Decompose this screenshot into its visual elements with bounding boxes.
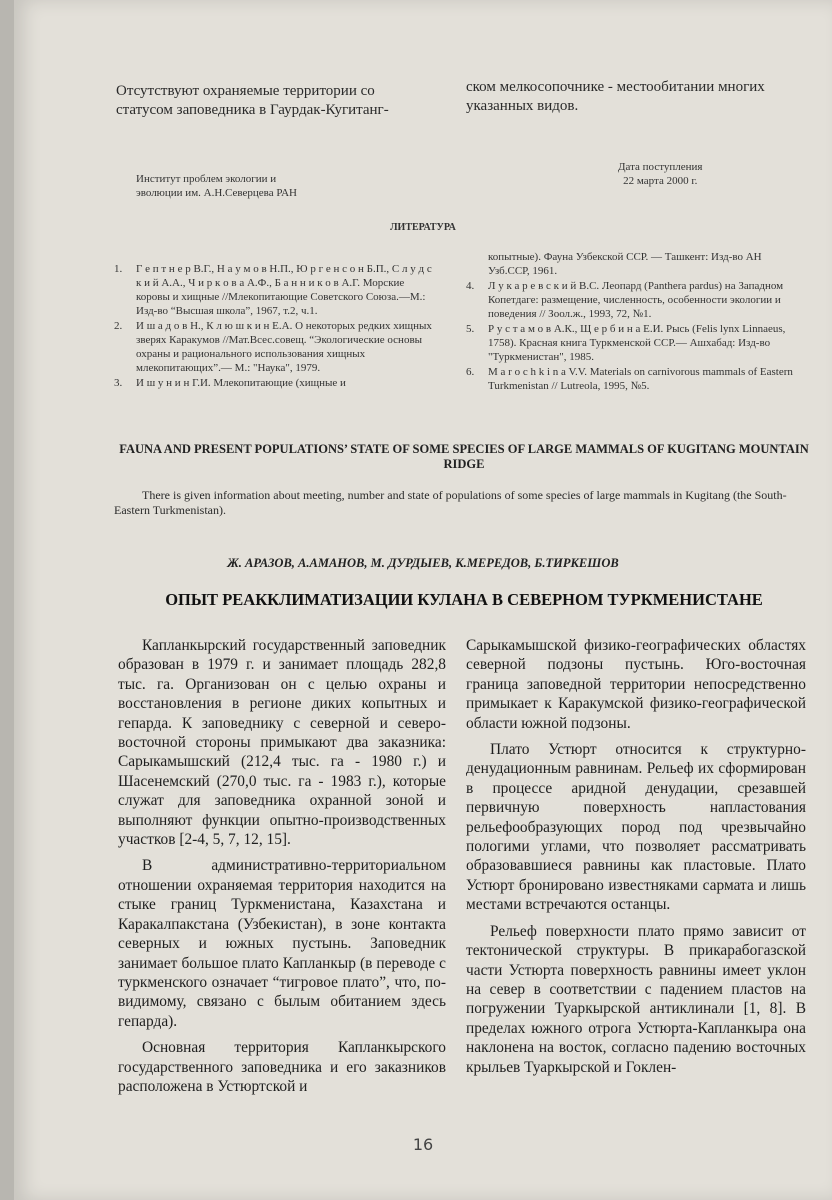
received-date: 22 марта 2000 г. — [623, 175, 698, 187]
article-column-right — [466, 636, 806, 1084]
journal-page — [14, 0, 832, 1200]
article-authors: Ж. АРАЗОВ, А.АМАНОВ, М. ДУРДЫЕВ, К.МЕРЕДОВ, Б.ТИРКЕШОВ — [227, 556, 619, 570]
institute-line-2: эволюции им. А.Н.Северцева РАН — [136, 187, 297, 199]
reference-item — [114, 319, 436, 375]
reference-text: Л у к а р е в с к и й В.С. Леопард (Panthera pardus) на Западном Копетдаге: размещение, численность, особенности экологии и поведения // Зоол.ж., 1993, 72, №1. — [488, 280, 784, 320]
continuation-right: ском мелкосопочнике - местообитании многих указанных видов. — [466, 79, 765, 114]
received-label: Дата поступления — [618, 161, 703, 173]
received-block — [618, 160, 702, 188]
paragraph: Капланкырский государственный заповедник образован в 1979 г. и занимает площадь 282,8 тыс. га. Организован он с целью охраны и восстановления в регионе диких копытных и гепарда. К заповеднику с северной и северо-восточной стороны примыкают два заказника: Сарыкамышский (212,4 тыс. га - 1980 г.) и Шасенемский (270,0 тыс. га - 1983 г.), которые служат для заповедника охранной зоной и выполняют функции опытно-производственных участков [2-4, 5, 7, 12, 15]. — [118, 637, 446, 849]
english-summary-abstract: There is given information about meeting, number and state of populations of some species of large mammals in Kugitang (the South-Eastern Turkmenistan). — [114, 488, 787, 517]
paragraph: Основная территория Капланкырского государственного заповедника и его заказников расположена в Устюртской и — [118, 1039, 446, 1095]
reference-number: 1. — [114, 263, 123, 275]
reference-number: 6. — [466, 366, 475, 378]
reference-text: И ш а д о в Н., К л ю ш к и н Е.А. О некоторых редких хищных зверях Каракумов //Мат.Всес.совещ. “Экологические основы охраны и рационального использования хищных млекопитающих”.— М.: "Наука", 1979. — [136, 320, 432, 374]
reference-item — [466, 365, 806, 393]
reference-text: копытные). Фауна Узбекской ССР. — Ташкент: Изд-во АН Узб.ССР, 1961. — [488, 251, 762, 277]
article-column-left — [118, 636, 446, 1103]
reference-text: И ш у н и н Г.И. Млекопитающие (хищные и — [136, 377, 346, 389]
reference-text: Р у с т а м о в А.К., Щ е р б и н а Е.И. Рысь (Felis lynx Linnaeus, 1758). Красная книга Туркменской ССР.— Ашхабад: Изд-во "Туркменистан", 1985. — [488, 323, 786, 363]
institute-line-1: Институт проблем экологии и — [136, 173, 277, 185]
references-heading: ЛИТЕРАТУРА — [390, 222, 456, 233]
page-number: 16 — [412, 1135, 434, 1154]
reference-number: 2. — [114, 320, 123, 332]
reference-number: 3. — [114, 377, 123, 389]
reference-item — [466, 250, 806, 278]
article-title: ОПЫТ РЕАККЛИМАТИЗАЦИИ КУЛАНА В СЕВЕРНОМ ТУРКМЕНИСТАНЕ — [165, 590, 763, 609]
english-summary-title: FAUNA AND PRESENT POPULATIONS’ STATE OF SOME SPECIES OF LARGE MAMMALS OF KUGITANG MOUNTAIN RIDGE — [119, 442, 809, 471]
continuation-left: Отсутствуют охраняемые территории со статусом заповедника в Гаурдак-Кугитанг- — [116, 83, 389, 118]
references-right — [466, 250, 806, 394]
reference-item — [114, 262, 436, 318]
reference-text: Г е п т н е р В.Г., Н а у м о в Н.П., Ю р г е н с о н Б.П., С л у д с к и й А.А., Ч и р к о в а А.Ф., Б а н н и к о в А.Г. Морские коровы и хищные //Млекопитающие Советского Союза.—М.: Изд-во “Высшая школа”, 1967, т.2, ч.1. — [136, 263, 432, 317]
references-left — [114, 262, 436, 391]
reference-item — [466, 279, 806, 321]
reference-item — [114, 376, 436, 390]
paragraph: Сарыкамышской физико-географических областях северной подзоны пустынь. Юго-восточная граница заповедной территории непосредственно примыкает к Каракумской физико-географической области южной подзоны. — [466, 637, 806, 732]
reference-item — [466, 322, 806, 364]
paragraph: Плато Устюрт относится к структурно-денудационным равнинам. Рельеф их сформирован в процессе аридной денудации, срезавшей первичную поверхность напластования рельефообразующих пород под чрезвычайно пологими углами, что позволяет рассматривать образовавшиеся равнины как пластовые. Плато Устюрт бронировано известняками сармата и лишь местами встречаются останцы. — [466, 741, 806, 914]
reference-number: 5. — [466, 323, 475, 335]
affiliation-block — [136, 172, 297, 200]
paragraph: В административно-территориальном отношении охраняемая территория находится на стыке границ Туркменистана, Казахстана и Каракалпакстана (Узбекистан), в зоне контакта северных и южных пустынь. Заповедник занимает большое плато Капланкыр (в переводе с туркменского означает “тигровое плато”, что, по-видимому, связано с былым обитанием здесь гепарда). — [118, 857, 446, 1030]
reference-number: 4. — [466, 280, 475, 292]
reference-text: M a r o c h k i n a V.V. Materials on carnivorous mammals of Eastern Turkmenistan // Lutreola, 1995, №5. — [488, 366, 793, 392]
paragraph: Рельеф поверхности плато прямо зависит от тектонической структуры. В прикарабогазской части Устюрта поверхность равнины имеет уклон на север в соответствии с падением пластов на погружении Туаркырской антиклинали [1, 8]. В пределах южного отрога Устюрта-Капланкыра она наклонена на восток, согласно падению восточных крыльев Туаркырской и Гоклен- — [466, 922, 806, 1076]
